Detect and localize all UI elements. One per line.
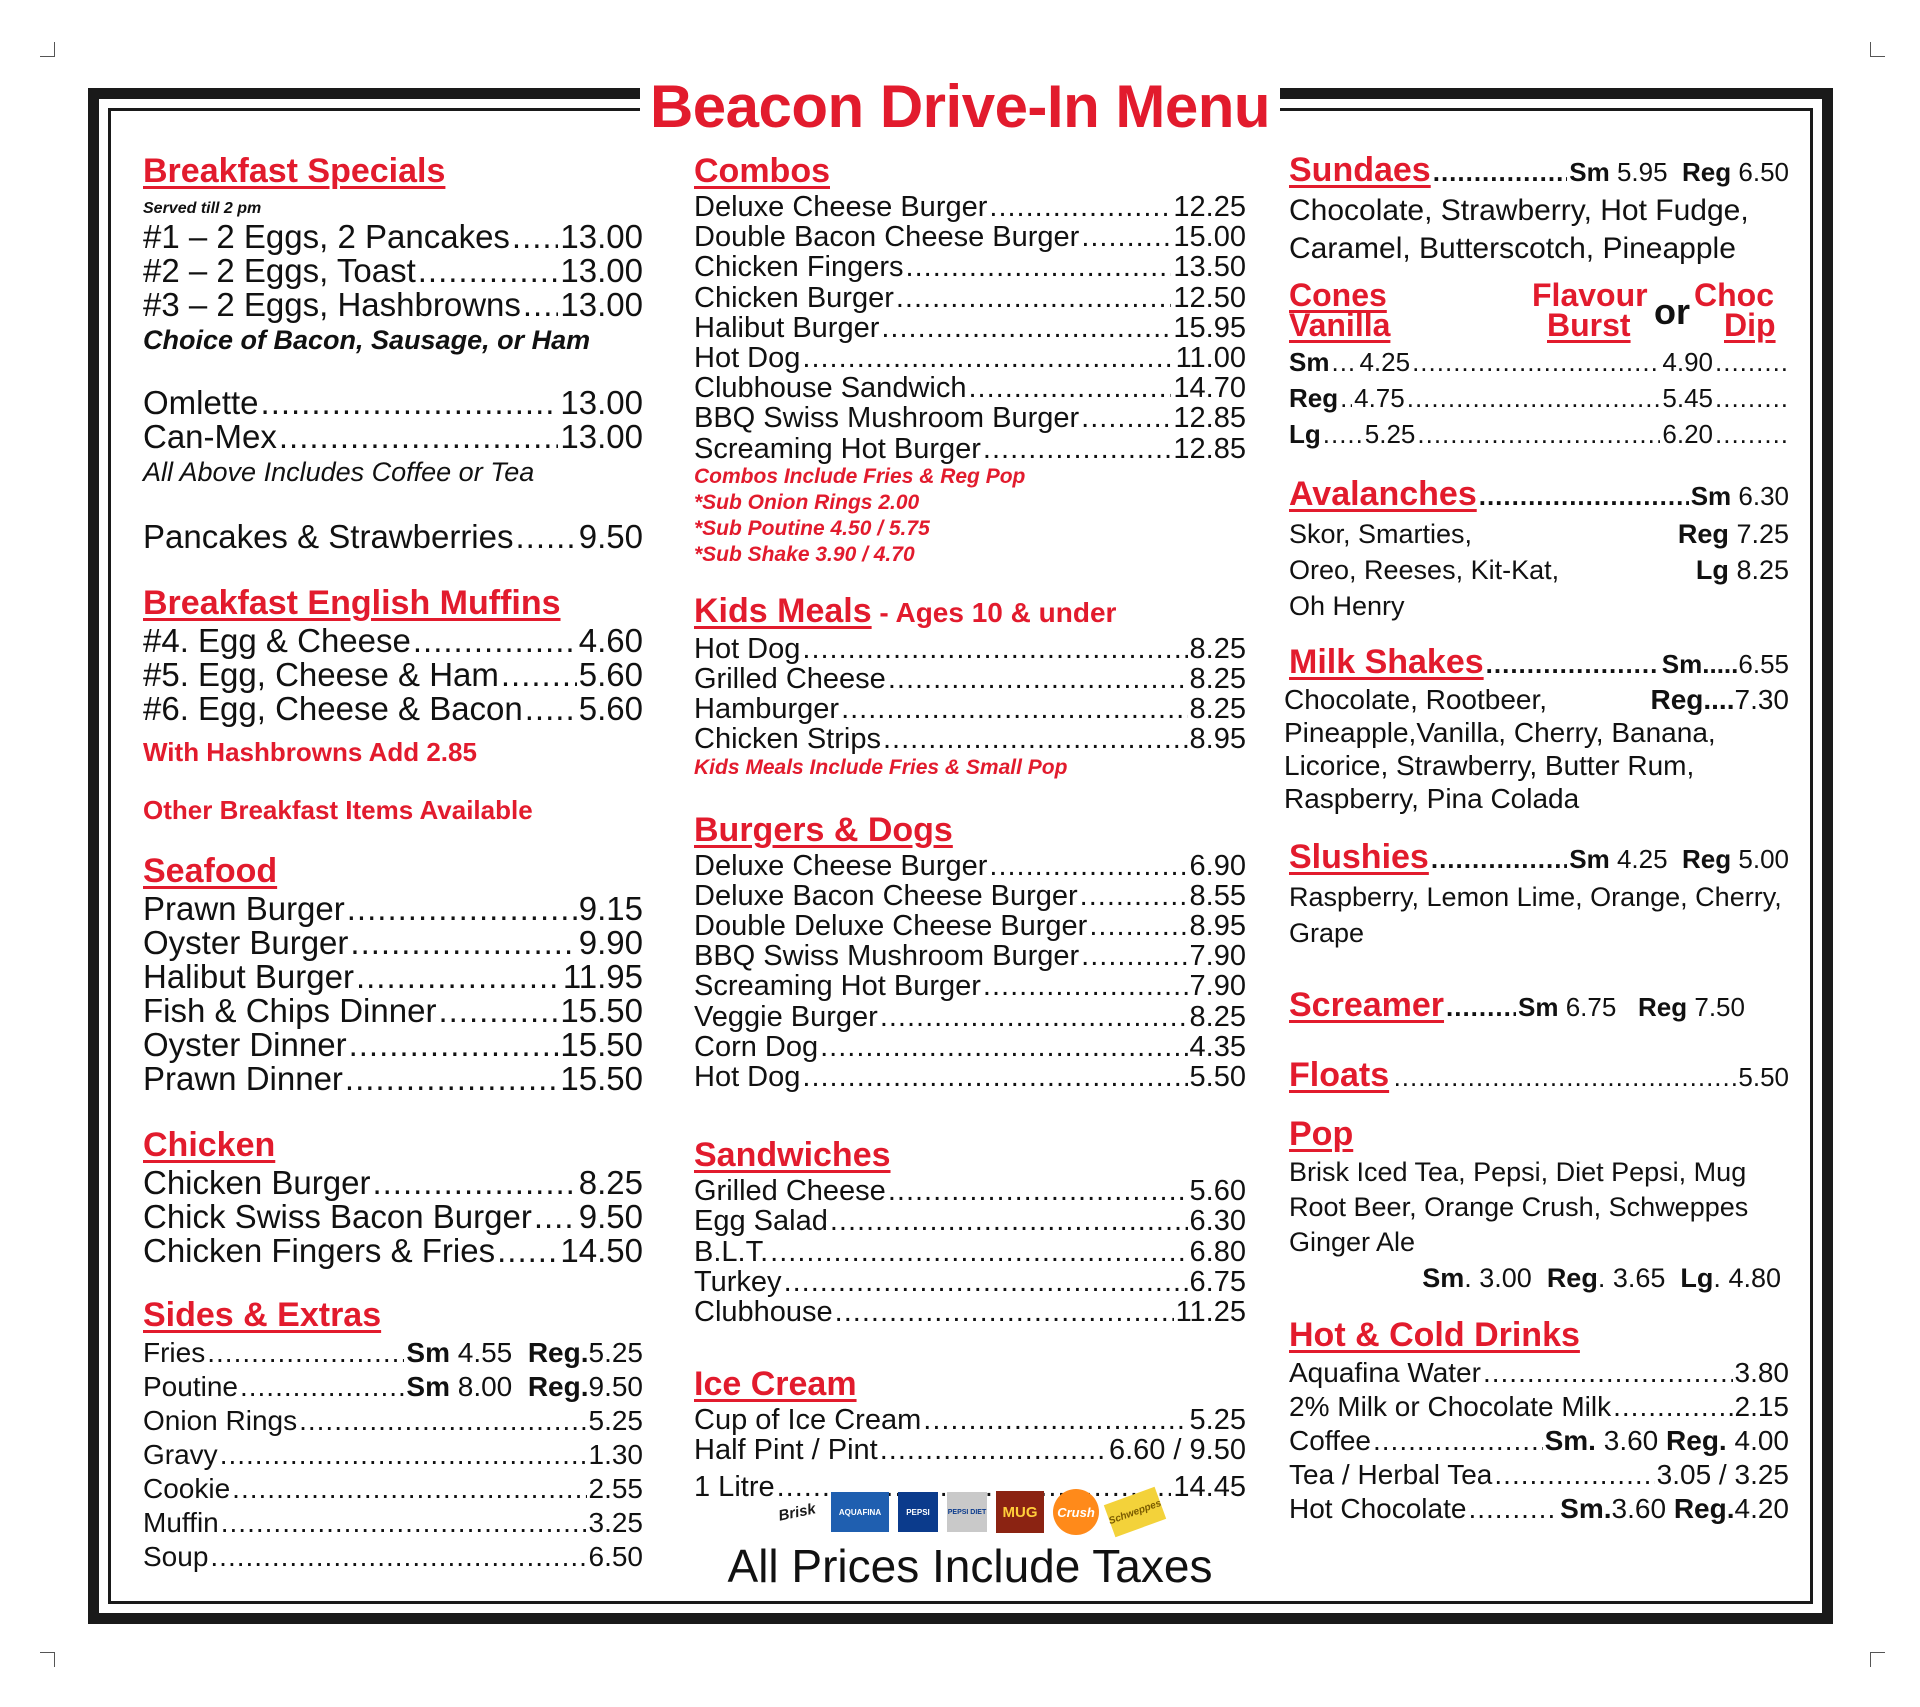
menu-item: Double Deluxe Cheese Burger ..... 8.95 (694, 911, 1246, 941)
menu-item: Aquafina Water ..... 3.80 (1289, 1356, 1789, 1390)
menu-item: Deluxe Cheese Burger ..... 6.90 (694, 851, 1246, 881)
avalanches-header: Avalanches ..... Sm 6.30 (1289, 474, 1789, 516)
menu-item: Screaming Hot Burger ..... 7.90 (694, 971, 1246, 1001)
brisk-logo: Brisk (776, 1499, 818, 1525)
section-title-kids: Kids Meals - Ages 10 & under (694, 591, 1117, 630)
hashbrowns-note: With Hashbrowns Add 2.85 (143, 737, 477, 767)
section-title-sides: Sides & Extras (143, 1296, 382, 1334)
includes-note: All Above Includes Coffee or Tea (143, 457, 535, 487)
prices-footer: All Prices Include Taxes (727, 1540, 1213, 1592)
pop-sizes: Sm. 3.00 Reg. 3.65 Lg. 4.80 (1422, 1263, 1781, 1293)
crop-mark (40, 42, 55, 57)
menu-item: Pancakes & Strawberries ..... 9.50 (143, 520, 643, 554)
menu-item: Egg Salad ..... 6.30 (694, 1206, 1246, 1236)
avalanches-line: Oh Henry (1289, 591, 1405, 621)
menu-item: Chicken Burger ..... 8.25 (143, 1166, 643, 1200)
menu-item: Coffee ..... Sm. 3.60 Reg. 4.00 (1289, 1424, 1789, 1458)
shakes-line: Chocolate, Rootbeer, Reg....7.30 (1284, 684, 1789, 715)
combo-note: *Sub Shake 3.90 / 4.70 (694, 542, 915, 566)
crop-mark (1870, 42, 1885, 57)
menu-item: Turkey ..... 6.75 (694, 1267, 1246, 1297)
menu-item: Double Bacon Cheese Burger ..... 15.00 (694, 222, 1246, 252)
menu-item: Hot Dog ..... 5.50 (694, 1062, 1246, 1092)
combo-note: *Sub Poutine 4.50 / 5.75 (694, 516, 930, 540)
section-title-sandwiches: Sandwiches (694, 1136, 891, 1175)
aquafina-logo: AQUAFINA (831, 1492, 889, 1532)
menu-item: Hot Chocolate ..... Sm.3.60 Reg.4.20 (1289, 1492, 1789, 1526)
menu-item: Onion Rings ..... 5.25 (143, 1404, 643, 1438)
menu-item: Chicken Fingers & Fries ..... 14.50 (143, 1234, 643, 1268)
menu-item: Poutine ..... Sm 8.00 Reg.9.50 (143, 1370, 643, 1404)
sundae-flavors: Chocolate, Strawberry, Hot Fudge, Caramel, Butterscotch, Pineapple (1289, 194, 1749, 265)
section-title-drinks: Hot & Cold Drinks (1289, 1316, 1580, 1354)
section-title-burgers: Burgers & Dogs (694, 810, 953, 849)
menu-item: Can-Mex ..... 13.00 (143, 420, 643, 454)
menu-item: Chicken Strips ..... 8.95 (694, 724, 1246, 754)
menu-item: Half Pint / Pint ..... 6.60 / 9.50 (694, 1435, 1246, 1465)
slushies-header: Slushies ..... Sm 4.25 Reg 5.00 (1289, 837, 1789, 879)
menu-item: Muffin ..... 3.25 (143, 1506, 643, 1540)
menu-item: Tea / Herbal Tea ..... 3.05 / 3.25 (1289, 1458, 1789, 1492)
menu-item: Chicken Burger ..... 12.50 (694, 283, 1246, 313)
menu-item: Halibut Burger ..... 15.95 (694, 313, 1246, 343)
section-title-breakfast: Breakfast Specials (143, 152, 446, 190)
menu-item: Soup ..... 6.50 (143, 1540, 643, 1574)
crop-mark (1870, 1652, 1885, 1667)
menu-item: B.L.T. ..... 6.80 (694, 1237, 1246, 1267)
pop-flavors: Brisk Iced Tea, Pepsi, Diet Pepsi, Mug Root Beer, Orange Crush, Schweppes Ginger Ale (1289, 1157, 1749, 1257)
menu-item: Hamburger ..... 8.25 (694, 694, 1246, 724)
cone-row: Lg ..... 5.25 ..... 6.20 ..... (1289, 416, 1789, 452)
avalanches-line: Oreo, Reeses, Kit-Kat, Lg 8.25 (1289, 555, 1789, 585)
section-title-chicken: Chicken (143, 1126, 276, 1164)
section-title-combos: Combos (694, 152, 830, 190)
schweppes-logo: Schweppes (1104, 1487, 1166, 1537)
menu-item: #6. Egg, Cheese & Bacon ..... 5.60 (143, 692, 643, 726)
menu-item: BBQ Swiss Mushroom Burger ..... 12.85 (694, 403, 1246, 433)
menu-item: #4. Egg & Cheese ..... 4.60 (143, 624, 643, 658)
menu-item: Clubhouse ..... 11.25 (694, 1297, 1246, 1327)
menu-item: Deluxe Bacon Cheese Burger ..... 8.55 (694, 881, 1246, 911)
other-breakfast-note: Other Breakfast Items Available (143, 795, 533, 825)
menu-item: Hot Dog ..... 11.00 (694, 343, 1246, 373)
menu-item: Prawn Dinner ..... 15.50 (143, 1062, 643, 1096)
avalanches-line: Skor, Smarties, Reg 7.25 (1289, 519, 1789, 549)
combo-note: Combos Include Fries & Reg Pop (694, 464, 1026, 488)
served-note: Served till 2 pm (143, 200, 262, 217)
menu-item: Oyster Dinner ..... 15.50 (143, 1028, 643, 1062)
column-right (1284, 150, 1789, 1526)
menu-item: Corn Dog ..... 4.35 (694, 1032, 1246, 1062)
menu-item: #2 – 2 Eggs, Toast ..... 13.00 (143, 254, 643, 288)
column-left (143, 150, 643, 1574)
kids-note: Kids Meals Include Fries & Small Pop (694, 755, 1068, 779)
crush-logo: Crush (1053, 1489, 1099, 1535)
menu-item: Cookie ..... 2.55 (143, 1472, 643, 1506)
choice-note: Choice of Bacon, Sausage, or Ham (143, 325, 591, 355)
menu-item: Hot Dog ..... 8.25 (694, 634, 1246, 664)
menu-item: Fish & Chips Dinner ..... 15.50 (143, 994, 643, 1028)
diet-pepsi-logo: PEPSI DIET (947, 1492, 987, 1532)
section-title-icecream: Ice Cream (694, 1365, 857, 1404)
menu-item: Oyster Burger ..... 9.90 (143, 926, 643, 960)
menu-item: #3 – 2 Eggs, Hashbrowns ..... 13.00 (143, 288, 643, 322)
menu-item: Halibut Burger ..... 11.95 (143, 960, 643, 994)
cones-header: Cones Vanilla Flavour Burst or Choc Dip (1289, 277, 1776, 343)
menu-item: Fries ..... Sm 4.55 Reg.5.25 (143, 1336, 643, 1370)
brand-logos (772, 1487, 1172, 1537)
menu-item: BBQ Swiss Mushroom Burger ..... 7.90 (694, 941, 1246, 971)
menu-item: #5. Egg, Cheese & Ham ..... 5.60 (143, 658, 643, 692)
menu-item: Prawn Burger ..... 9.15 (143, 892, 643, 926)
column-middle (694, 150, 1246, 1502)
cone-row: Reg ..... 4.75 ..... 5.45 ..... (1289, 380, 1789, 416)
floats-header: Floats ..... 5.50 (1289, 1055, 1789, 1097)
menu-item: Chicken Fingers ..... 13.50 (694, 252, 1246, 282)
section-title-seafood: Seafood (143, 852, 278, 890)
shakes-header: Milk Shakes ..... Sm.....6.55 (1289, 642, 1789, 684)
menu-item: Grilled Cheese ..... 8.25 (694, 664, 1246, 694)
menu-item: Veggie Burger ..... 8.25 (694, 1002, 1246, 1032)
pepsi-logo: PEPSI (898, 1492, 938, 1532)
section-title-muffins: Breakfast English Muffins (143, 584, 561, 622)
mug-logo: MUG (996, 1491, 1044, 1533)
menu-item: Omlette ..... 13.00 (143, 386, 643, 420)
cone-row: Sm ..... 4.25 ..... 4.90 ..... (1289, 344, 1789, 380)
menu-item: Cup of Ice Cream ..... 5.25 (694, 1405, 1246, 1435)
section-title-pop: Pop (1289, 1115, 1354, 1153)
menu-item: #1 – 2 Eggs, 2 Pancakes ..... 13.00 (143, 220, 643, 254)
slushies-flavors: Raspberry, Lemon Lime, Orange, Cherry, Grape (1289, 882, 1782, 948)
menu-item: Deluxe Cheese Burger ..... 12.25 (694, 192, 1246, 222)
sundaes-header: Sundaes ..... Sm 5.95 Reg 6.50 (1289, 150, 1789, 192)
screamer-header: Screamer ..... Sm 6.75 Reg 7.50 (1289, 985, 1789, 1027)
menu-item: 2% Milk or Chocolate Milk ..... 2.15 (1289, 1390, 1789, 1424)
combo-note: *Sub Onion Rings 2.00 (694, 490, 920, 514)
crop-mark (40, 1652, 55, 1667)
menu-item: 1 Litre ..... 14.45 (694, 1472, 1246, 1502)
menu-item: Screaming Hot Burger ..... 12.85 (694, 434, 1246, 464)
menu-item: Clubhouse Sandwich ..... 14.70 (694, 373, 1246, 403)
menu-title: Beacon Drive-In Menu (640, 72, 1280, 142)
shakes-flavors: Pineapple,Vanilla, Cherry, Banana, Licorice, Strawberry, Butter Rum, Raspberry, Pina Colada (1284, 717, 1716, 814)
menu-item: Gravy ..... 1.30 (143, 1438, 643, 1472)
menu-item: Chick Swiss Bacon Burger ..... 9.50 (143, 1200, 643, 1234)
menu-item: Grilled Cheese ..... 5.60 (694, 1176, 1246, 1206)
